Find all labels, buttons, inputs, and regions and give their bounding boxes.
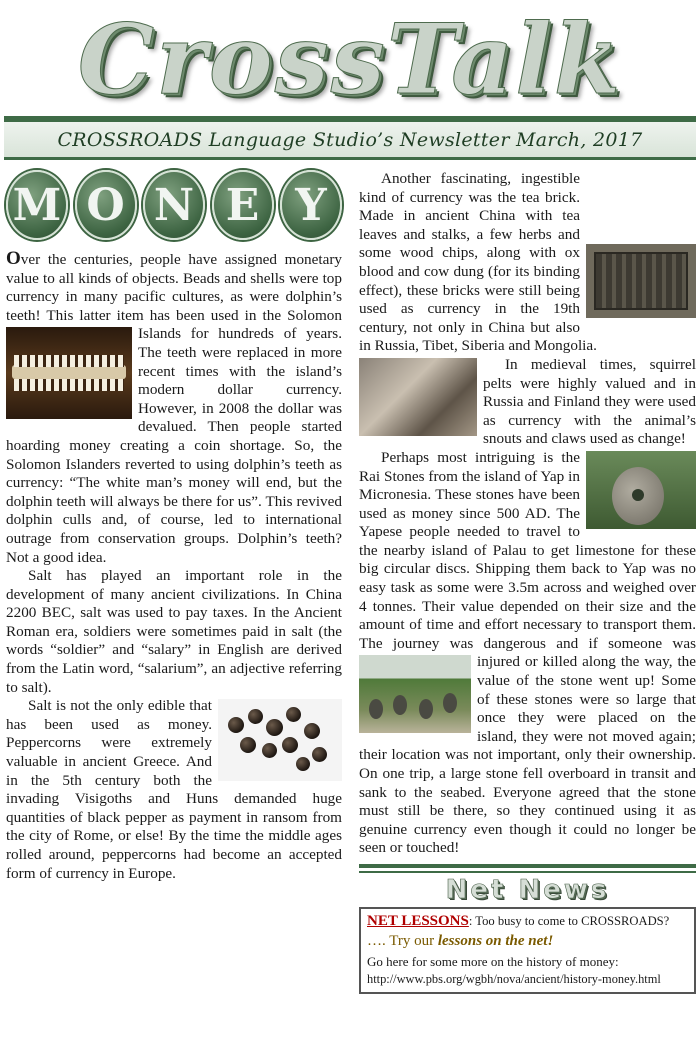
net-news-title: Net News <box>445 874 610 905</box>
history-note: Go here for some more on the history of money: <box>367 953 619 969</box>
squirrel-paragraph <box>359 356 696 449</box>
salt-paragraph: Salt has played an important role in the development of many ancient civilizations. In China 2200 BEC, salt was used to pay taxes. In the Ancient Roman era, soldiers were sometimes paid in salt (the words “soldier” and “salary” in English are derived from the Latin word, “salarium”, an adjective referring to salt). <box>6 567 342 696</box>
pepper-paragraph <box>6 697 342 883</box>
pepper-text: Salt is not the only edible that has been used as money. Peppercorns were extremely valuable in ancient Greece. And in the 5th century both the invading Visigoths and Huns demanded huge quantities of black pepper as payment in ransom from the city of Rome, or else! By the time the middle ages rolled around, peppercorns had become an accepted form of currency in Europe. <box>6 697 342 882</box>
money-letter-o: O <box>75 170 137 240</box>
newsletter-subtitle: CROSSROADS Language Studio’s Newsletter March, 2017 <box>57 128 643 151</box>
left-column <box>6 170 342 883</box>
tea-brick-paragraph <box>359 170 696 356</box>
tea-brick-image <box>586 244 696 318</box>
money-letter-y: Y <box>280 170 342 240</box>
right-column <box>359 170 696 994</box>
try-line <box>367 933 688 950</box>
money-letter-e: E <box>212 170 274 240</box>
squirrel-text: In medieval times, squirrel pelts were highly valued and in Russia and Finland they were used as currency with the animal’s snouts and claws used as change! <box>483 355 696 448</box>
dolphin-intro-text: ver the centuries, people have assigned monetary value to all kinds of objects. Beads and shells were top currency in many pacific cultures, as were dolphin’s teeth! This latter item has been used in <box>6 251 342 324</box>
net-lessons-box <box>359 907 696 994</box>
history-money-url[interactable]: http://www.pbs.org/wgbh/nova/ancient/history-money.html <box>367 971 661 986</box>
stone-path-image <box>359 655 471 733</box>
try-prefix: …. Try our <box>367 932 438 949</box>
net-lessons-label: NET LESSONS <box>367 912 469 929</box>
dolphin-teeth-paragraph <box>6 250 342 567</box>
masthead <box>0 0 700 118</box>
money-heading <box>6 170 342 244</box>
dolphin-teeth-image <box>6 327 132 419</box>
net-news-divider <box>359 864 696 873</box>
subtitle-bar <box>4 116 696 160</box>
net-lessons-question: : Too busy to come to CROSSROADS? <box>468 913 670 928</box>
money-letter-n: N <box>143 170 205 240</box>
masthead-title: CrossTalk <box>77 2 623 116</box>
money-letter-m: M <box>6 170 68 240</box>
peppercorns-image <box>218 699 342 781</box>
rai-stones-text: Perhaps most intriguing is the Rai Stones from the island of Yap in Micronesia. These stones have been used as money since 500 AD. The Yapese people needed to travel to the nearby island of Palau to get limestone for these big circular discs. Shipping them back to Yap was no easy task as some were 3.5m across and weighed over 4 tonnes. Their value depended on their size and the amount of time and effort necessary to transport them. The journey was dangerous and if someone was injured or killed <box>359 448 696 671</box>
lessons-on-net-link[interactable]: lessons on the net! <box>437 932 554 949</box>
rai-stones-paragraph <box>359 449 696 858</box>
dolphin-rest-text: the Solomon Islands for hundreds of years. The teeth were replaced in more recent times with the island’s modern dollar currency. However, in 2008 the dollar was devalued. Then people started hoarding money creating a coin shortage. So, the Solomon Islanders reverted to using dolphin’s teeth as currency: “The white man’s money will end, but the dolphin teeth will always be there for us”. This revived dolphin culls and, of course, led to international outrage from conservation groups. Dolphin’s teeth? Not a good idea. <box>6 306 342 566</box>
tea-brick-text: Another fascinating, ingestible kind of currency was the tea brick. Made in ancient China with tea leaves and stalks, a few herbs and some wood chips, along with ox blood and cow dung (for its binding effect), these bricks were still being used as currency in the 19th century, not only in China but also in Russia, Tibet, Siberia and Mongolia. <box>359 170 597 355</box>
rai-stone-image <box>586 451 696 529</box>
dropcap: O <box>6 248 21 269</box>
squirrel-pelt-image <box>359 358 477 436</box>
net-lessons-line <box>367 913 688 930</box>
rai-stones-rest-text: along the way, the value of the stone went up! Some of these stones were so large that once they were placed on the island, they were not moved again; their location was not important, only their ownership. On one trip, a large stone fell overboard in transit and sank to the seabed. Everyone agreed that the stone must still be there, so they continued using it as genuine currency even though it could no longer be seen or touched! <box>359 653 697 857</box>
